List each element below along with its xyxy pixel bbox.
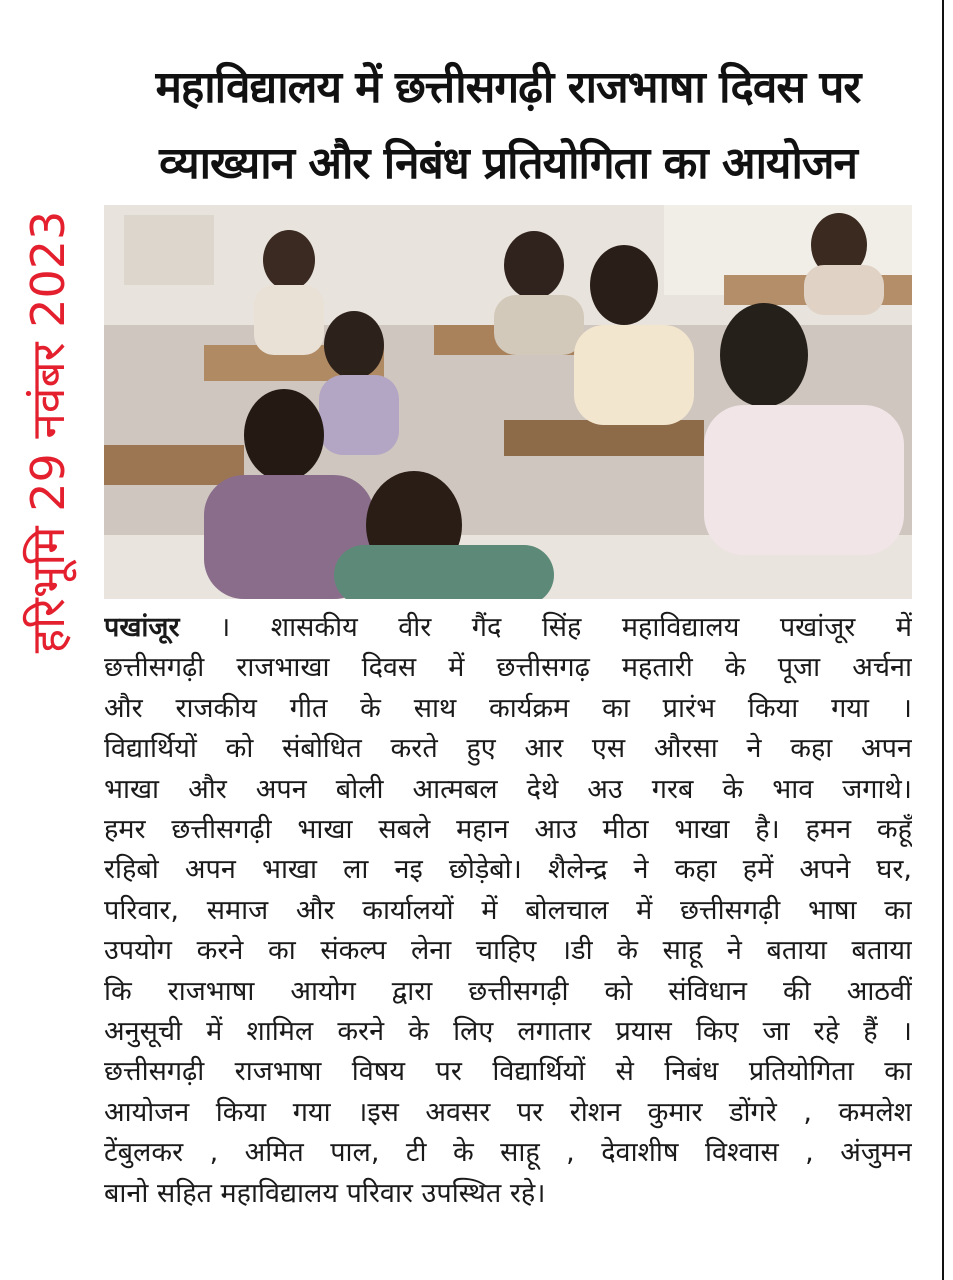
publication-date-stamp: हरिभूमि 29 नवंबर 2023 (21, 210, 75, 654)
article-body (104, 608, 912, 1214)
article-line: बानो सहित महाविद्यालय परिवार उपस्थित रहे। (104, 1177, 546, 1209)
headline-line-2: व्याख्यान और निबंध प्रतियोगिता का आयोजन (159, 138, 857, 189)
article-line: छत्तीसगढ़ी राजभाषा विषय पर विद्यार्थियों से निबंध प्रतियोगिता का (104, 1056, 912, 1088)
article-line: हमर छत्तीसगढ़ी भाखा सबले महान आउ मीठा भाखा है। हमन कहूँ (104, 814, 912, 846)
article-line: अनुसूची में शामिल करने के लिए लगातार प्रयास किए जा रहे हैं । (104, 1016, 912, 1048)
article-line: छत्तीसगढ़ी राजभाखा दिवस में छत्तीसगढ़ महतारी के पूजा अर्चना (104, 652, 912, 684)
article-line: भाखा और अपन बोली आत्मबल देथे अउ गरब के भाव जगाथे। (104, 773, 912, 805)
dateline-separator: । (179, 612, 271, 643)
column-rule (942, 0, 944, 1280)
article-dateline: पखांजूर (104, 612, 180, 643)
article-headline (104, 50, 912, 202)
article-line: परिवार, समाज और कार्यालयों में बोलचाल में छत्तीसगढ़ी भाषा का (104, 894, 912, 926)
article-line: कि राजभाषा आयोग द्वारा छत्तीसगढ़ी को संविधान की आठवीं (104, 975, 912, 1007)
news-photo-students-writing-exam (104, 205, 912, 599)
article-line: रहिबो अपन भाखा ला नइ छोड़ेबो। शैलेन्द्र ने कहा हमें अपने घर, (104, 854, 912, 886)
article-line: उपयोग करने का संकल्प लेना चाहिए ।डी के साहू ने बताया बताया (104, 935, 912, 967)
headline-line-1: महाविद्यालय में छत्तीसगढ़ी राजभाषा दिवस पर (155, 62, 861, 113)
article-line: टेंबुलकर , अमित पाल, टी के साहू , देवाशीष विश्वास , अंजुमन (104, 1137, 912, 1169)
article-line-text: शासकीय वीर गैंद सिंह महाविद्यालय पखांजूर में (270, 612, 912, 643)
article-line: और राजकीय गीत के साथ कार्यक्रम का प्रारंभ किया गया । (104, 692, 912, 724)
article-line: विद्यार्थियों को संबोधित करते हुए आर एस औरसा ने कहा अपन (104, 733, 912, 765)
article-line (104, 608, 912, 648)
article-line: आयोजन किया गया ।इस अवसर पर रोशन कुमार डोंगरे , कमलेश (104, 1096, 912, 1128)
